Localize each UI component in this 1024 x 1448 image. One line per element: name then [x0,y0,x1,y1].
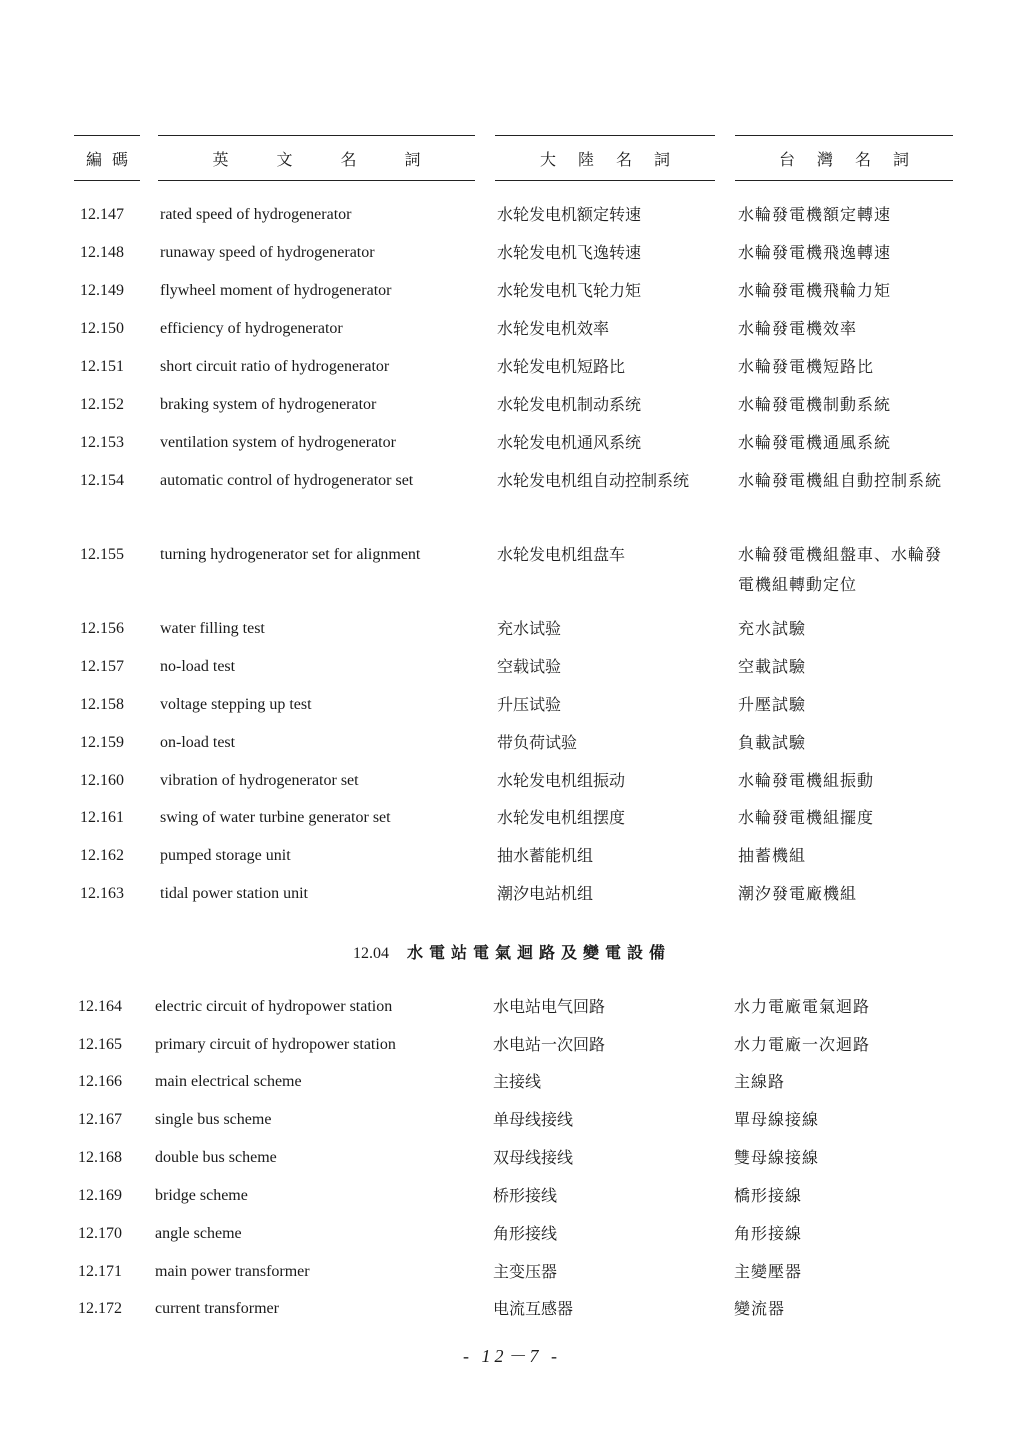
term-mainland: 带负荷试验 [497,733,578,752]
term-code: 12.166 [78,1073,122,1090]
term-code: 12.161 [80,809,124,826]
term-code: 12.156 [80,620,124,637]
term-english: on-load test [160,734,236,751]
term-mainland: 单母线接线 [493,1110,574,1129]
term-english: electric circuit of hydropower station [155,998,393,1015]
term-taiwan: 單母線接線 [734,1110,820,1129]
term-mainland: 水轮发电机通风系统 [497,433,642,452]
term-taiwan: 主變壓器 [734,1262,803,1281]
term-code: 12.171 [78,1263,122,1280]
term-mainland: 空载试验 [497,657,562,676]
term-english: efficiency of hydrogenerator [160,320,343,337]
term-code: 12.168 [78,1149,122,1166]
header-english: 英文名詞 [158,135,475,181]
term-english: current transformer [155,1300,279,1317]
term-code: 12.148 [80,244,124,261]
term-english: automatic control of hydrogenerator set [160,472,414,489]
term-mainland: 水电站电气回路 [493,997,606,1016]
term-code: 12.162 [80,847,124,864]
term-taiwan: 水輪發電機飛輪力矩 [738,281,892,300]
term-code: 12.164 [78,998,122,1015]
term-mainland: 抽水蓄能机组 [497,846,594,865]
term-taiwan: 變流器 [734,1299,786,1318]
term-english: main power transformer [155,1263,310,1280]
term-code: 12.158 [80,696,124,713]
term-code: 12.163 [80,885,124,902]
term-taiwan: 水輪發電機組振動 [738,771,875,790]
header-mainland: 大陸名詞 [495,135,715,181]
term-taiwan: 水輪發電機額定轉速 [738,205,892,224]
term-code: 12.149 [80,282,124,299]
term-mainland: 桥形接线 [493,1186,558,1205]
term-english: braking system of hydrogenerator [160,396,377,413]
term-mainland: 水轮发电机飞轮力矩 [497,281,642,300]
term-english: vibration of hydrogenerator set [160,772,359,789]
term-taiwan: 升壓試驗 [738,695,807,714]
term-mainland: 充水试验 [497,619,562,638]
section-heading [0,938,1024,969]
term-mainland: 水轮发电机短路比 [497,357,626,376]
term-mainland: 水电站一次回路 [493,1035,606,1054]
term-english: tidal power station unit [160,885,308,902]
term-code: 12.165 [78,1036,122,1053]
term-code: 12.170 [78,1225,122,1242]
term-english: main electrical scheme [155,1073,302,1090]
term-code: 12.151 [80,358,124,375]
term-taiwan: 水輪發電機飛逸轉速 [738,243,892,262]
term-code: 12.159 [80,734,124,751]
term-taiwan: 水輪發電機短路比 [738,357,875,376]
term-taiwan: 水輪發電機效率 [738,319,858,338]
term-mainland: 电流互感器 [493,1299,574,1318]
term-code: 12.169 [78,1187,122,1204]
term-taiwan: 水輪發電機組擺度 [738,808,875,827]
term-english: primary circuit of hydropower station [155,1036,396,1053]
term-code: 12.167 [78,1111,122,1128]
term-taiwan: 水輪發電機組自動控制系統 [738,471,943,490]
term-code: 12.160 [80,772,124,789]
term-taiwan: 潮汐發電廠機組 [738,884,858,903]
term-code: 12.152 [80,396,124,413]
term-taiwan: 負載試驗 [738,733,807,752]
term-mainland: 水轮发电机组盘车 [497,545,626,564]
term-english: swing of water turbine generator set [160,809,391,826]
term-mainland: 水轮发电机额定转速 [497,205,642,224]
term-english: no-load test [160,658,236,675]
term-english: turning hydrogenerator set for alignment [160,546,421,563]
term-mainland: 水轮发电机制动系统 [497,395,642,414]
term-mainland: 水轮发电机组摆度 [497,808,626,827]
term-taiwan: 充水試驗 [738,619,807,638]
term-mainland: 双母线接线 [493,1148,574,1167]
term-english: bridge scheme [155,1187,248,1204]
term-taiwan: 主線路 [734,1072,786,1091]
term-mainland: 角形接线 [493,1224,558,1243]
term-english: pumped storage unit [160,847,291,864]
term-code: 12.150 [80,320,124,337]
term-english: angle scheme [155,1225,242,1242]
term-taiwan: 水輪發電機制動系統 [738,395,892,414]
term-english: ventilation system of hydrogenerator [160,434,396,451]
term-taiwan: 水輪發電機組盤車、水輪發電機組轉動定位 [738,545,943,594]
term-english: runaway speed of hydrogenerator [160,244,375,261]
term-taiwan: 水力電廠一次迴路 [734,1035,871,1054]
term-code: 12.147 [80,206,124,223]
term-english: short circuit ratio of hydrogenerator [160,358,390,375]
term-english: flywheel moment of hydrogenerator [160,282,392,299]
term-taiwan: 抽蓄機組 [738,846,807,865]
page-number: - 12－7 - [463,1346,561,1366]
term-taiwan: 水輪發電機通風系統 [738,433,892,452]
header-taiwan: 台灣名詞 [735,135,953,181]
term-mainland: 水轮发电机组自动控制系统 [497,471,690,490]
term-mainland: 主变压器 [493,1262,558,1281]
term-code: 12.157 [80,658,124,675]
term-mainland: 主接线 [493,1072,542,1091]
term-english: double bus scheme [155,1149,277,1166]
term-taiwan: 雙母線接線 [734,1148,820,1167]
term-mainland: 水轮发电机效率 [497,319,610,338]
header-code: 編碼 [74,135,140,181]
section-title: 水電站電氣迴路及變電設備 [406,943,671,962]
term-english: voltage stepping up test [160,696,312,713]
term-english: single bus scheme [155,1111,272,1128]
term-mainland: 水轮发电机飞逸转速 [497,243,642,262]
term-taiwan: 角形接線 [734,1224,803,1243]
term-english: water filling test [160,620,265,637]
term-mainland: 升压试验 [497,695,562,714]
term-taiwan: 空載試驗 [738,657,807,676]
term-code: 12.172 [78,1300,122,1317]
term-mainland: 潮汐电站机组 [497,884,594,903]
term-code: 12.153 [80,434,124,451]
section-number: 12.04 [352,945,389,962]
term-code: 12.154 [80,472,124,489]
term-mainland: 水轮发电机组振动 [497,771,626,790]
term-taiwan: 橋形接線 [734,1186,803,1205]
term-code: 12.155 [80,546,124,563]
term-taiwan: 水力電廠電氣迴路 [734,997,871,1016]
term-english: rated speed of hydrogenerator [160,206,352,223]
